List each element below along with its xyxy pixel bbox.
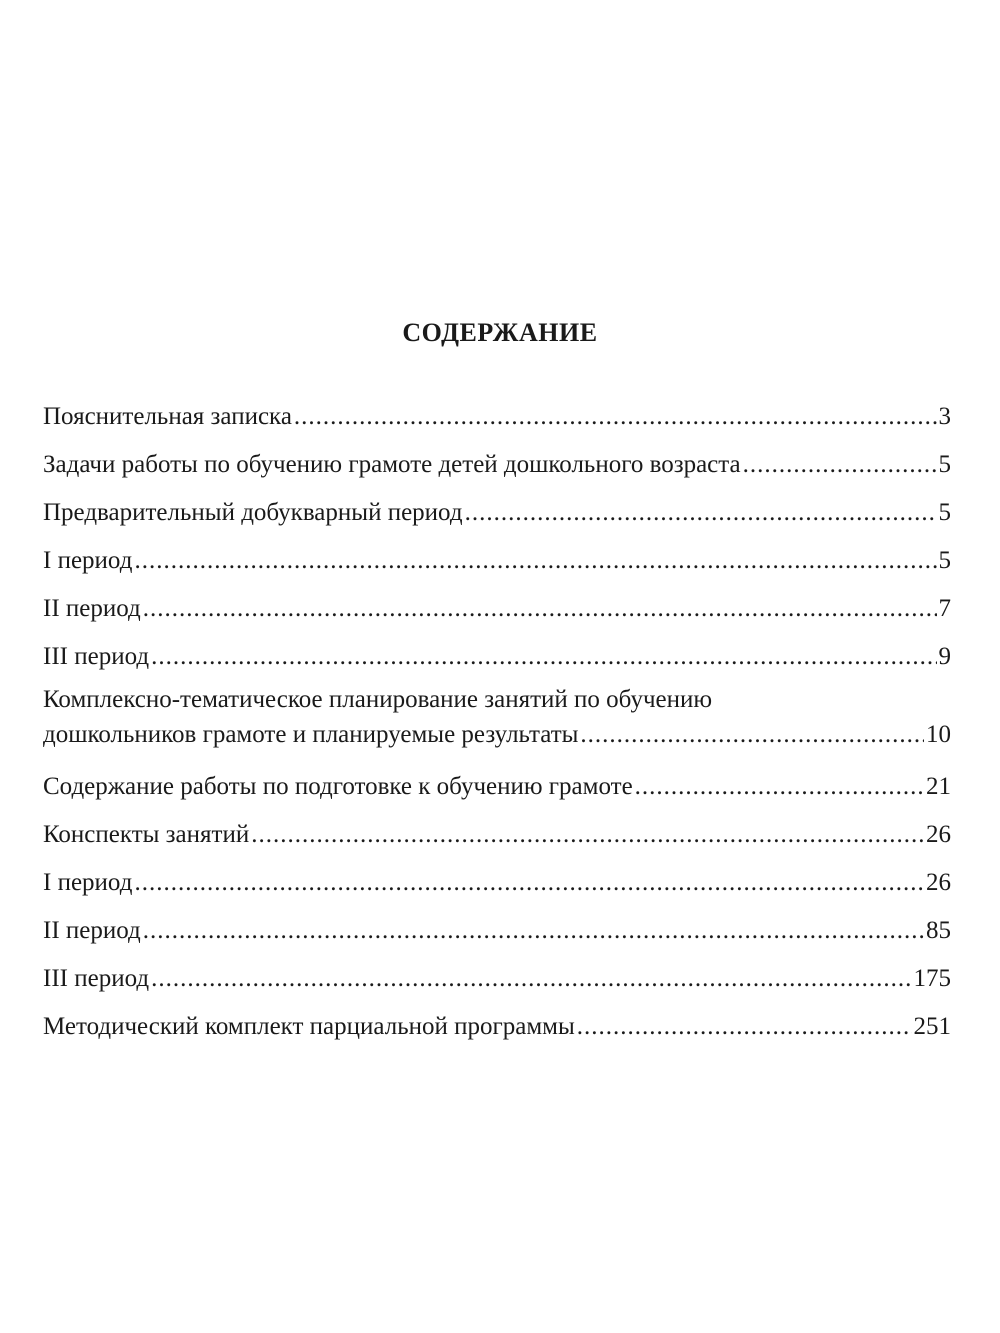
toc-page-number: 26 bbox=[926, 869, 951, 896]
toc-entry bbox=[43, 811, 951, 859]
dot-leader bbox=[134, 859, 924, 907]
toc-entry bbox=[43, 489, 951, 537]
toc-entry bbox=[43, 907, 951, 955]
toc-entry bbox=[43, 763, 951, 811]
toc-entry-label-line1: Комплексно-тематическое планирование занятий по обучению bbox=[43, 686, 713, 713]
toc-entry-label: I период bbox=[43, 547, 133, 574]
toc-entry-label: Содержание работы по подготовке к обучению грамоте bbox=[43, 773, 633, 800]
toc-entry bbox=[43, 585, 951, 633]
table-of-contents bbox=[43, 393, 951, 1051]
toc-entry bbox=[43, 633, 951, 681]
toc-entry-label: Предварительный добукварный период bbox=[43, 499, 463, 526]
toc-entry-label: Задачи работы по обучению грамоте детей дошкольного возраста bbox=[43, 451, 741, 478]
dot-leader bbox=[151, 633, 936, 681]
page-title: СОДЕРЖАНИЕ bbox=[402, 318, 598, 347]
toc-page-number: 5 bbox=[938, 547, 951, 574]
toc-page-number: 5 bbox=[938, 499, 951, 526]
dot-leader bbox=[251, 811, 924, 859]
toc-page-number: 21 bbox=[926, 773, 951, 800]
toc-page-number: 26 bbox=[926, 821, 951, 848]
toc-entry bbox=[43, 537, 951, 585]
toc-entry-label: дошкольников грамоте и планируемые результаты bbox=[43, 721, 579, 748]
dot-leader bbox=[143, 907, 924, 955]
toc-entry bbox=[43, 441, 951, 489]
toc-page-number: 10 bbox=[926, 721, 951, 748]
toc-entry-label: Конспекты занятий bbox=[43, 821, 250, 848]
toc-entry-label: Методический комплект парциальной программы bbox=[43, 1013, 575, 1040]
toc-entry-label: II период bbox=[43, 595, 141, 622]
toc-page-number: 5 bbox=[938, 451, 951, 478]
toc-entry bbox=[43, 955, 951, 1003]
toc-page-number: 9 bbox=[938, 643, 951, 670]
dot-leader bbox=[143, 585, 937, 633]
dot-leader bbox=[151, 955, 911, 1003]
dot-leader bbox=[465, 489, 937, 537]
toc-entry-label: I период bbox=[43, 869, 133, 896]
toc-entry bbox=[43, 859, 951, 907]
dot-leader bbox=[294, 393, 937, 441]
toc-page-number: 7 bbox=[938, 595, 951, 622]
toc-entry bbox=[43, 683, 951, 763]
dot-leader bbox=[635, 763, 924, 811]
toc-entry bbox=[43, 1003, 951, 1051]
toc-entry bbox=[43, 393, 951, 441]
toc-page-number: 175 bbox=[913, 965, 951, 992]
toc-page-number: 3 bbox=[938, 403, 951, 430]
toc-entry-label: III период bbox=[43, 965, 150, 992]
toc-entry-label: Пояснительная записка bbox=[43, 403, 292, 430]
toc-page-number: 251 bbox=[913, 1013, 951, 1040]
dot-leader bbox=[577, 1003, 912, 1051]
toc-entry-label: II период bbox=[43, 917, 141, 944]
dot-leader bbox=[580, 717, 924, 753]
toc-entry-label: III период bbox=[43, 643, 150, 670]
dot-leader bbox=[743, 441, 937, 489]
dot-leader bbox=[134, 537, 936, 585]
toc-page-number: 85 bbox=[926, 917, 951, 944]
